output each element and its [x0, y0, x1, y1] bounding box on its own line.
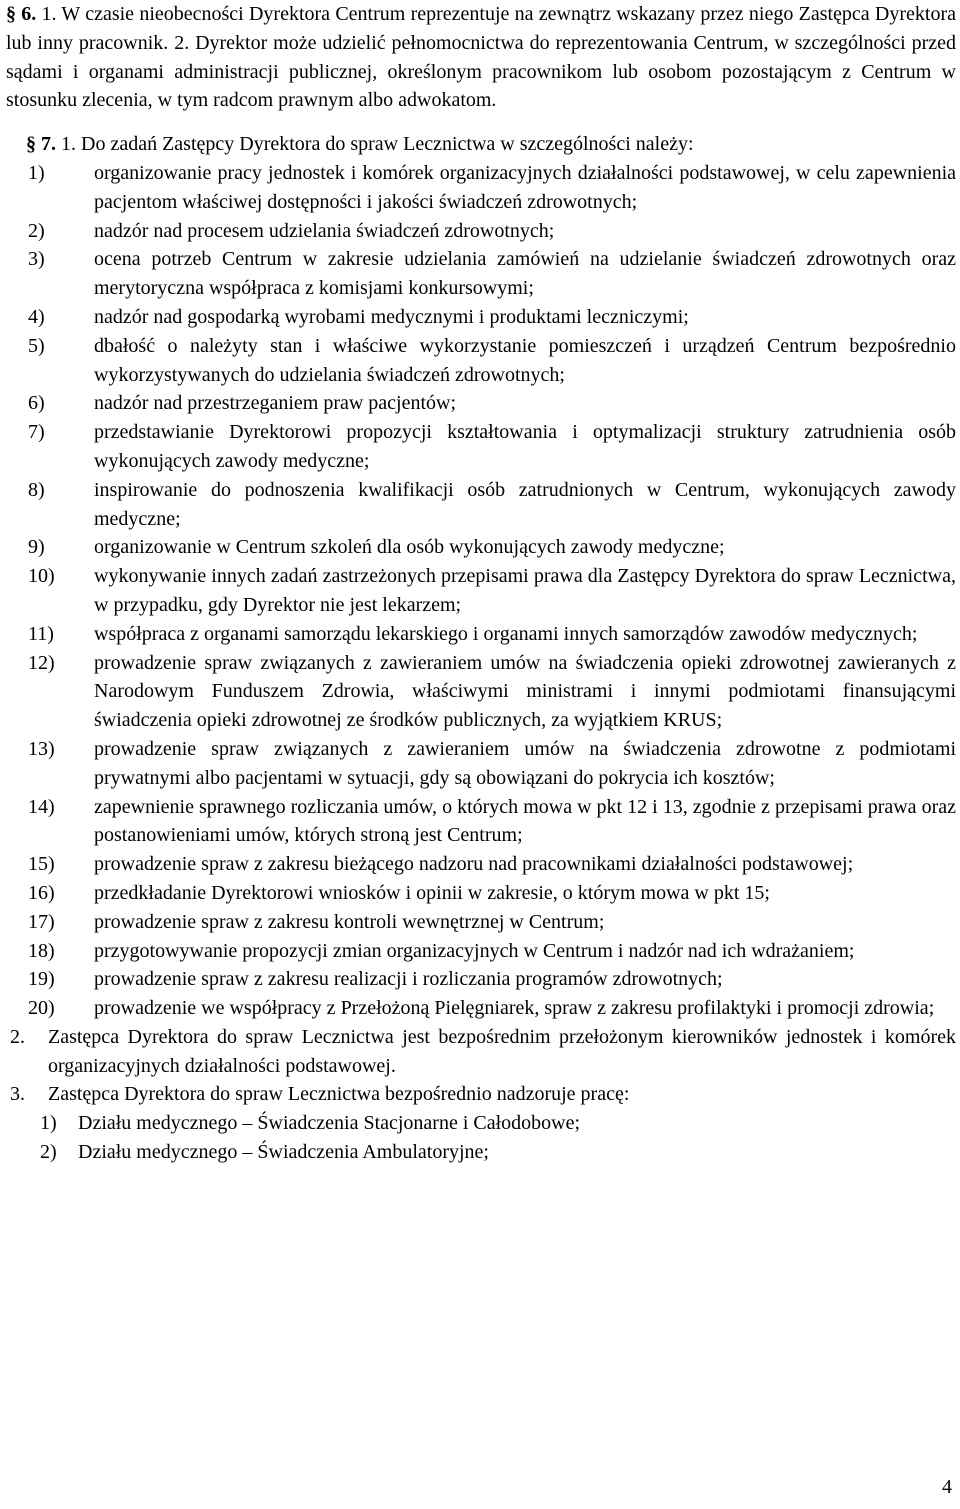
point-number: 2. [10, 1025, 25, 1048]
list-item-text: dbałość o należyty stan i właściwe wykorzystanie pomieszczeń i urządzeń Centrum bezpośrednio wykorzystywanych do udzielania świadczeń zdrowotnych; [94, 334, 956, 386]
list-item [6, 1109, 956, 1138]
list-item [6, 793, 956, 851]
list-item-text: organizowanie pracy jednostek i komórek organizacyjnych działalności podstawowej, w celu zapewnienia pacjentom właściwej dostępności i jakości świadczeń zdrowotnych; [94, 161, 956, 213]
list-item-number: 5) [28, 334, 45, 357]
list-item [6, 879, 956, 908]
list-item-number: 9) [28, 536, 45, 559]
list-item-number: 13) [28, 737, 55, 760]
list-item-text: wykonywanie innych zadań zastrzeżonych przepisami prawa dla Zastępcy Dyrektora do spraw Lecznictwa, w przypadku, gdy Dyrektor nie jest lekarzem; [94, 565, 956, 616]
list-item [6, 389, 956, 418]
list-item-number: 14) [28, 795, 55, 818]
section-6-point-1: 1. W czasie nieobecności Dyrektora Centrum reprezentuje na zewnątrz wskazany przez niego Zastępca Dyrektora lub inny pracownik. [6, 3, 956, 54]
list-item-number: 1) [40, 1112, 57, 1135]
section-6-marker: § 6. [6, 3, 37, 25]
list-item-text: inspirowanie do podnoszenia kwalifikacji osób zatrudnionych w Centrum, wykonujących zawody medyczne; [94, 478, 956, 530]
list-item-text: nadzór nad gospodarką wyrobami medycznymi i produktami leczniczymi; [94, 305, 689, 328]
point-number: 3. [10, 1083, 25, 1106]
list-item [6, 533, 956, 562]
list-item-number: 8) [28, 478, 45, 501]
list-item-text: nadzór nad przestrzeganiem praw pacjentów; [94, 392, 457, 415]
list-item-text: prowadzenie spraw z zakresu realizacji i rozliczania programów zdrowotnych; [94, 968, 723, 991]
list-item-text: prowadzenie we współpracy z Przełożoną Pielęgniarek, spraw z zakresu profilaktyki i promocji zdrowia; [94, 997, 935, 1020]
list-item-text: ocena potrzeb Centrum w zakresie udzielania zamówień na udzielanie świadczeń zdrowotnych oraz merytoryczna współpraca z komisjami konkursowymi; [94, 248, 956, 300]
list-item-text: organizowanie w Centrum szkoleń dla osób wykonujących zawody medyczne; [94, 536, 725, 559]
department-list [6, 1109, 956, 1167]
task-list [6, 159, 956, 1023]
list-item-text: współpraca z organami samorządu lekarskiego i organami innych samorządów zawodów medycznych; [94, 622, 918, 645]
list-item [6, 476, 956, 534]
section-7-point-2 [6, 1023, 956, 1081]
section-6-point-2: 2. Dyrektor może udzielić pełnomocnictwa do reprezentowania Centrum, w szczególności przed sądami i organami administracji publicznej, określonym pracownikom lub osobom pozostającym z Centrum w stosunku zlecenia, w tym radcom prawnym albo adwokatom. [6, 31, 957, 112]
list-item [6, 620, 956, 649]
paragraph-6 [6, 0, 956, 115]
list-item-number: 15) [28, 853, 55, 876]
section-7-point-1: 1. Do zadań Zastępcy Dyrektora do spraw Lecznictwa w szczególności należy: [61, 133, 694, 156]
page-number: 4 [942, 1476, 952, 1498]
list-item [6, 332, 956, 390]
list-item-number: 11) [28, 622, 54, 645]
list-item-number: 7) [28, 421, 45, 444]
list-item-number: 1) [28, 161, 45, 184]
list-item-number: 10) [28, 565, 55, 588]
list-item [6, 217, 956, 246]
list-item-number: 12) [28, 651, 55, 674]
list-item [6, 303, 956, 332]
list-item-number: 4) [28, 305, 45, 328]
list-item-number: 19) [28, 968, 55, 991]
list-item-text: prowadzenie spraw z zakresu kontroli wewnętrznej w Centrum; [94, 910, 605, 933]
list-item-text: zapewnienie sprawnego rozliczania umów, o których mowa w pkt 12 i 13, zgodnie z przepisami prawa oraz postanowieniami umów, których stroną jest Centrum; [94, 795, 956, 847]
list-item-number: 18) [28, 939, 55, 962]
list-item-text: nadzór nad procesem udzielania świadczeń zdrowotnych; [94, 219, 555, 242]
document-page [6, 0, 956, 1167]
point-text: Zastępca Dyrektora do spraw Lecznictwa jest bezpośrednim przełożonym kierowników jednostek i komórek organizacyjnych działalności podstawowej. [48, 1025, 956, 1077]
section-7-marker: § 7. [26, 133, 56, 156]
list-item-text: Działu medycznego – Świadczenia Ambulatoryjne; [78, 1141, 489, 1164]
list-item-text: Działu medycznego – Świadczenia Stacjonarne i Całodobowe; [78, 1112, 581, 1135]
list-item [6, 965, 956, 994]
list-item [6, 418, 956, 476]
list-item-text: prowadzenie spraw związanych z zawieraniem umów na świadczenia zdrowotne z podmiotami prywatnymi albo pacjentami w sytuacji, gdy są obowiązani do pokrycia ich kosztów; [94, 737, 956, 789]
list-item [6, 850, 956, 879]
list-item-number: 3) [28, 248, 45, 271]
list-item-number: 2) [40, 1141, 57, 1164]
list-item [6, 735, 956, 793]
list-item-number: 20) [28, 997, 55, 1020]
list-item [6, 1138, 956, 1167]
paragraph-7-intro [6, 130, 956, 159]
list-item-text: przygotowywanie propozycji zmian organizacyjnych w Centrum i nadzór nad ich wdrażaniem; [94, 939, 855, 962]
list-item [6, 649, 956, 735]
list-item [6, 159, 956, 217]
list-item [6, 562, 956, 620]
list-item-number: 17) [28, 910, 55, 933]
list-item-number: 16) [28, 881, 55, 904]
list-item-number: 2) [28, 219, 45, 242]
section-7-point-3 [6, 1080, 956, 1109]
list-item [6, 994, 956, 1023]
list-item [6, 245, 956, 303]
list-item [6, 937, 956, 966]
point-text: Zastępca Dyrektora do spraw Lecznictwa bezpośrednio nadzoruje pracę: [48, 1083, 630, 1106]
list-item [6, 908, 956, 937]
list-item-number: 6) [28, 392, 45, 415]
list-item-text: przedkładanie Dyrektorowi wniosków i opinii w zakresie, o którym mowa w pkt 15; [94, 881, 770, 904]
list-item-text: przedstawianie Dyrektorowi propozycji kształtowania i optymalizacji struktury zatrudnienia osób wykonujących zawody medyczne; [94, 421, 956, 472]
list-item-text: prowadzenie spraw z zakresu bieżącego nadzoru nad pracownikami działalności podstawowej; [94, 853, 854, 876]
list-item-text: prowadzenie spraw związanych z zawieraniem umów na świadczenia opieki zdrowotnej zawieranych z Narodowym Funduszem Zdrowia, właściwymi ministrami i innymi podmiotami finansującymi świadczenia opieki zdrowotnej ze środków publicznych, za wyjątkiem KRUS; [94, 651, 956, 732]
